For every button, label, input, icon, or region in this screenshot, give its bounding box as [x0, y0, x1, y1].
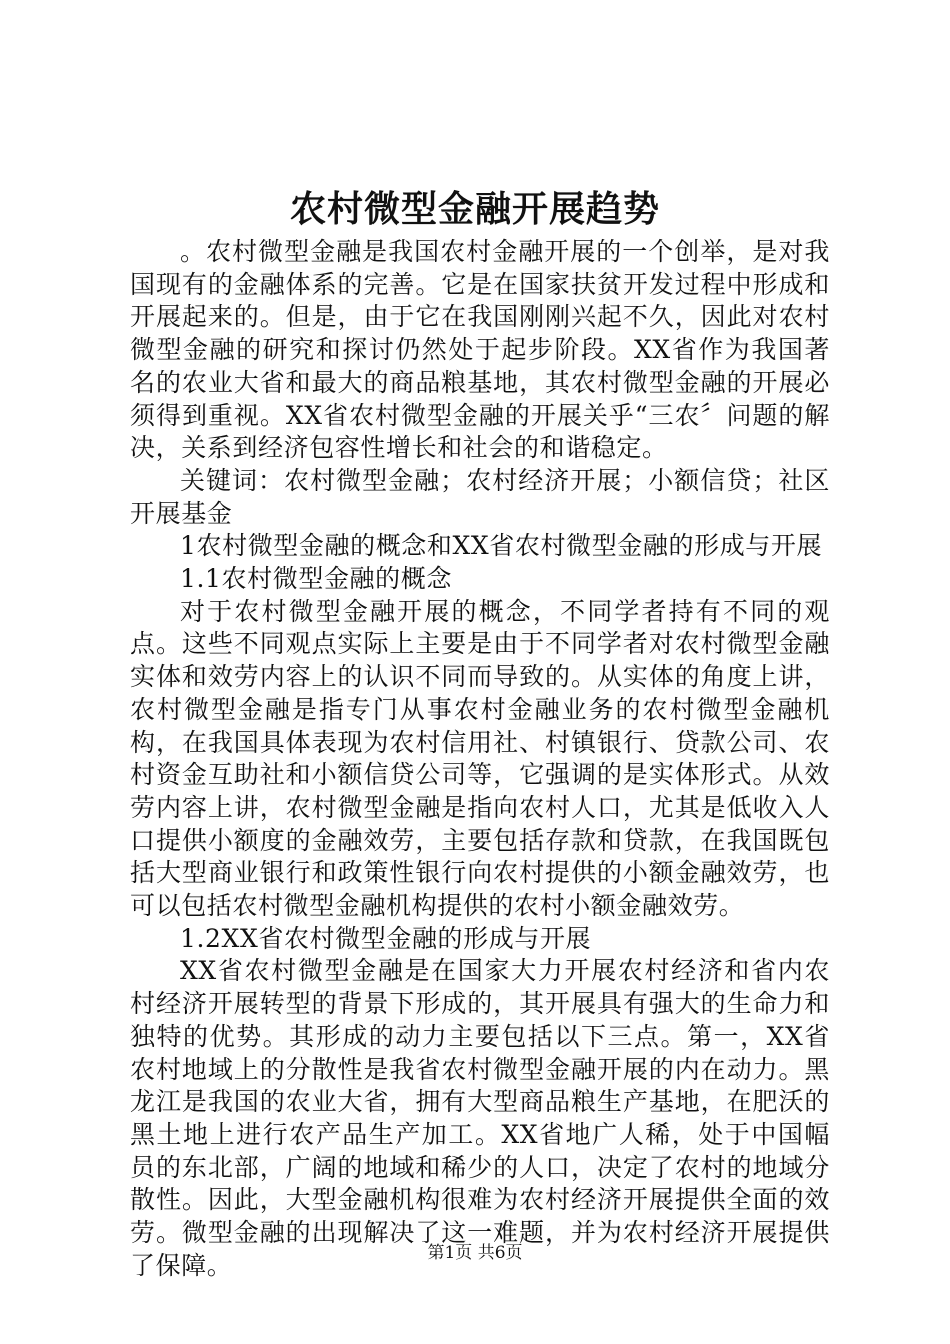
keywords-paragraph: 关键词：农村微型金融；农村经济开展；小额信贷；社区开展基金 — [130, 465, 830, 528]
section-heading-1: 1农村微型金融的概念和XX省农村微型金融的形成与开展 — [180, 531, 823, 561]
page-number-footer: 第1页 共6页 — [427, 1243, 523, 1263]
subsection-heading-1-2: 1.2XX省农村微型金融的形成与开展 — [180, 923, 592, 953]
body-paragraph-formation: XX省农村微型金融是在国家大力开展农村经济和省内农村经济开展转型的背景下形成的，其开展具有强大的生命力和独特的优势。其形成的动力主要包括以下三点。第一，XX省农村地域上的分散性是我省农村微型金融开展的内在动力。黑龙江是我国的农业大省，拥有大型商品粮生产基地，在肥沃的黑土地上进行农产品生产加工。XX省地广人稀，处于中国幅员的东北部，广阔的地域和稀少的人口，决定了农村的地域分散性。因此，大型金融机构很难为农村经济开展提供全面的效劳。微型金融的出现解决了这一难题，并为农村经济开展提供了保障。 — [130, 956, 830, 1280]
body-paragraph-concept: 对于农村微型金融开展的概念，不同学者持有不同的观点。这些不同观点实际上主要是由于不同学者对农村微型金融实体和效劳内容上的认识不同而导致的。从实体的角度上讲，农村微型金融是指专门从事农村金融业务的农村微型金融机构，在我国具体表现为农村信用社、村镇银行、贷款公司、农村资金互助社和小额信贷公司等，它强调的是实体形式。从效劳内容上讲，农村微型金融是指向农村人口，尤其是低收入人口提供小额度的金融效劳，主要包括存款和贷款，在我国既包括大型商业银行和政策性银行向农村提供的小额金融效劳，也可以包括农村微型金融机构提供的农村小额金融效劳。 — [130, 596, 830, 921]
abstract-paragraph: 。农村微型金融是我国农村金融开展的一个创举，是对我国现有的金融体系的完善。它是在国家扶贫开发过程中形成和开展起来的。但是，由于它在我国刚刚兴起不久，因此对农村微型金融的研究和探讨仍然处于起步阶段。XX省作为我国著名的农业大省和最大的商品粮基地，其农村微型金融的开展必须得到重视。XX省农村微型金融的开展关乎“三农〞问题的解决，关系到经济包容性增长和社会的和谐稳定。 — [130, 237, 830, 463]
document-body — [130, 236, 830, 1283]
subsection-heading-1-1: 1.1农村微型金融的概念 — [180, 564, 452, 594]
page-title: 农村微型金融开展趋势 — [289, 188, 660, 230]
